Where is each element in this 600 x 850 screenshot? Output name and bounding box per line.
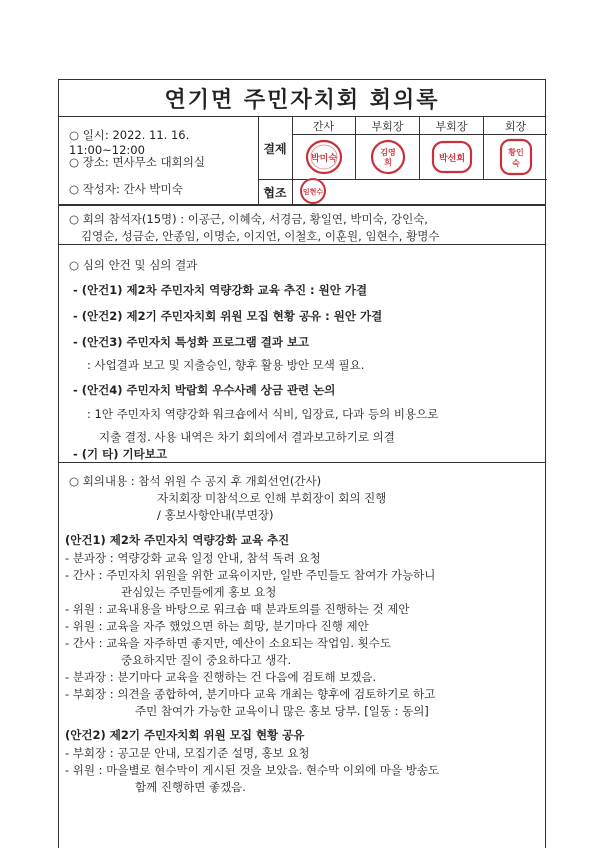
approval-table [258, 117, 547, 206]
seal-stamp-chair [498, 137, 534, 177]
svg-text:황인: 황인 [508, 148, 524, 157]
meeting-content-block [58, 462, 546, 848]
attendees-line-2: 김영순, 성금순, 안종임, 이명순, 이지언, 이철호, 이훈원, 임현수, 황명수 [81, 229, 440, 243]
section-1-line: 주민 참여가 가능한 교육이니 많은 홍보 당부. [일동 : 동의] [135, 704, 429, 718]
content-header-2: 자치회장 미참석으로 인해 부회장이 회의 진행 [157, 491, 387, 505]
section-1-line: - 분과장 : 분기마다 교육을 진행하는 건 다음에 검토해 보겠음. [65, 670, 377, 684]
role-chair: 회장 [484, 117, 547, 135]
cooperation-label: 협조 [258, 179, 293, 206]
section-1-line: 중요하지만 질이 중요하다고 생각. [121, 653, 292, 667]
svg-text:김영: 김영 [380, 148, 396, 157]
role-vice-chair-2: 부회장 [420, 117, 484, 135]
role-vice-chair-1: 부회장 [356, 117, 420, 135]
svg-text:박미숙: 박미숙 [310, 154, 338, 164]
section-1-line: - 분과장 : 역량강화 교육 일정 안내, 참석 독려 요청 [65, 551, 321, 565]
svg-text:박선희: 박선희 [438, 154, 466, 164]
content-header-1: ○ 회의내용 : 참석 위원 수 공지 후 개회선언(간사) [69, 474, 322, 488]
seal-cell-secretary [292, 135, 356, 179]
approval-label: 결제 [258, 117, 293, 179]
agenda-item-4-detail-1: : 1안 주민자치 역량강화 워크숍에서 식비, 입장료, 다과 등의 비용으로 [87, 407, 439, 421]
section-1-line: - 간사 : 주민자치 위원을 위한 교육이지만, 일반 주민들도 참여가 가능하니 [65, 568, 436, 582]
agenda-item-etc: - (기 타) 기타보고 [73, 447, 167, 461]
section-1-line: - 위원 : 교육내용을 바탕으로 워크숍 때 분과토의를 진행하는 것 제안 [65, 602, 410, 616]
section-1-title: (안건1) 제2차 주민자치 역량강화 교육 추진 [65, 533, 290, 547]
seal-stamp-secretary [304, 138, 344, 176]
agenda-item-4: - (안건4) 주민자치 박람회 우수사례 상금 관련 논의 [73, 383, 336, 397]
meeting-info-block [58, 116, 546, 205]
content-header-3: / 홍보사항안내(부면장) [157, 508, 274, 522]
agenda-item-4-detail-2: 지출 결정. 사용 내역은 차기 회의에서 결과보고하기로 의결 [99, 430, 395, 444]
section-1-line: - 위원 : 교육을 자주 했었으면 하는 희망, 분기마다 진행 제안 [65, 619, 369, 633]
meeting-place: ○ 장소: 면사무소 대회의실 [69, 155, 205, 169]
seal-cell-chair [484, 135, 547, 179]
agenda-header: ○ 심의 안건 및 심의 결과 [69, 258, 198, 272]
seal-stamp-vice-chair-2 [430, 139, 474, 175]
seal-stamp-cooperation [298, 176, 328, 206]
section-2-line: - 부회장 : 공고문 안내, 모집기준 설명, 홍보 요청 [65, 746, 310, 760]
section-1-line: - 간사 : 교육을 자주하면 좋지만, 예산이 소요되는 작업임. 횟수도 [65, 636, 391, 650]
attendees-block [58, 205, 546, 245]
agenda-item-2: - (안건2) 제2기 주민자치회 위원 모집 현황 공유 : 원안 가결 [73, 309, 383, 323]
document-title: 연기면 주민자치회 회의록 [58, 79, 546, 117]
agenda-item-3: - (안건3) 주민자치 특성화 프로그램 결과 보고 [73, 335, 310, 349]
meeting-date: ○ 일시: 2022. 11. 16. 11:00~12:00 [69, 128, 190, 157]
section-2-title: (안건2) 제2기 주민자치회 위원 모집 현황 공유 [65, 728, 305, 742]
seal-stamp-vice-chair-1 [368, 138, 408, 176]
meeting-details [59, 117, 259, 206]
section-2-line: 함께 진행하면 좋겠음. [135, 780, 246, 794]
seal-cell-vice-chair-1 [356, 135, 420, 179]
section-1-line: - 부회장 : 의견을 종합하여, 분기마다 교육 개최는 향후에 검토하기로 하고 [65, 687, 436, 701]
agenda-item-1: - (안건1) 제2차 주민자치 역량강화 교육 추진 : 원안 가결 [73, 283, 368, 297]
agenda-item-3-detail: : 사업결과 보고 및 지출승인, 향후 활용 방안 모색 필요. [87, 358, 365, 372]
minutes-sheet [58, 79, 546, 848]
attendees-line-1: ○ 회의 참석자(15명) : 이공근, 이혜숙, 서경금, 황일연, 박미숙, 강인숙, [69, 212, 428, 226]
role-secretary: 간사 [292, 117, 356, 135]
seal-cell-vice-chair-2 [420, 135, 484, 179]
svg-text:숙: 숙 [512, 159, 520, 168]
section-2-line: - 위원 : 마을별로 현수막이 게시된 것을 보았음. 현수막 이외에 마을 방송도 [65, 763, 440, 777]
svg-text:희: 희 [384, 158, 392, 167]
svg-text:임현수: 임현수 [302, 188, 324, 196]
agenda-block [58, 244, 546, 463]
meeting-writer: ○ 작성자: 간사 박미숙 [69, 182, 183, 196]
section-1-line: 관심있는 주민들에게 홍보 요청 [121, 585, 277, 599]
